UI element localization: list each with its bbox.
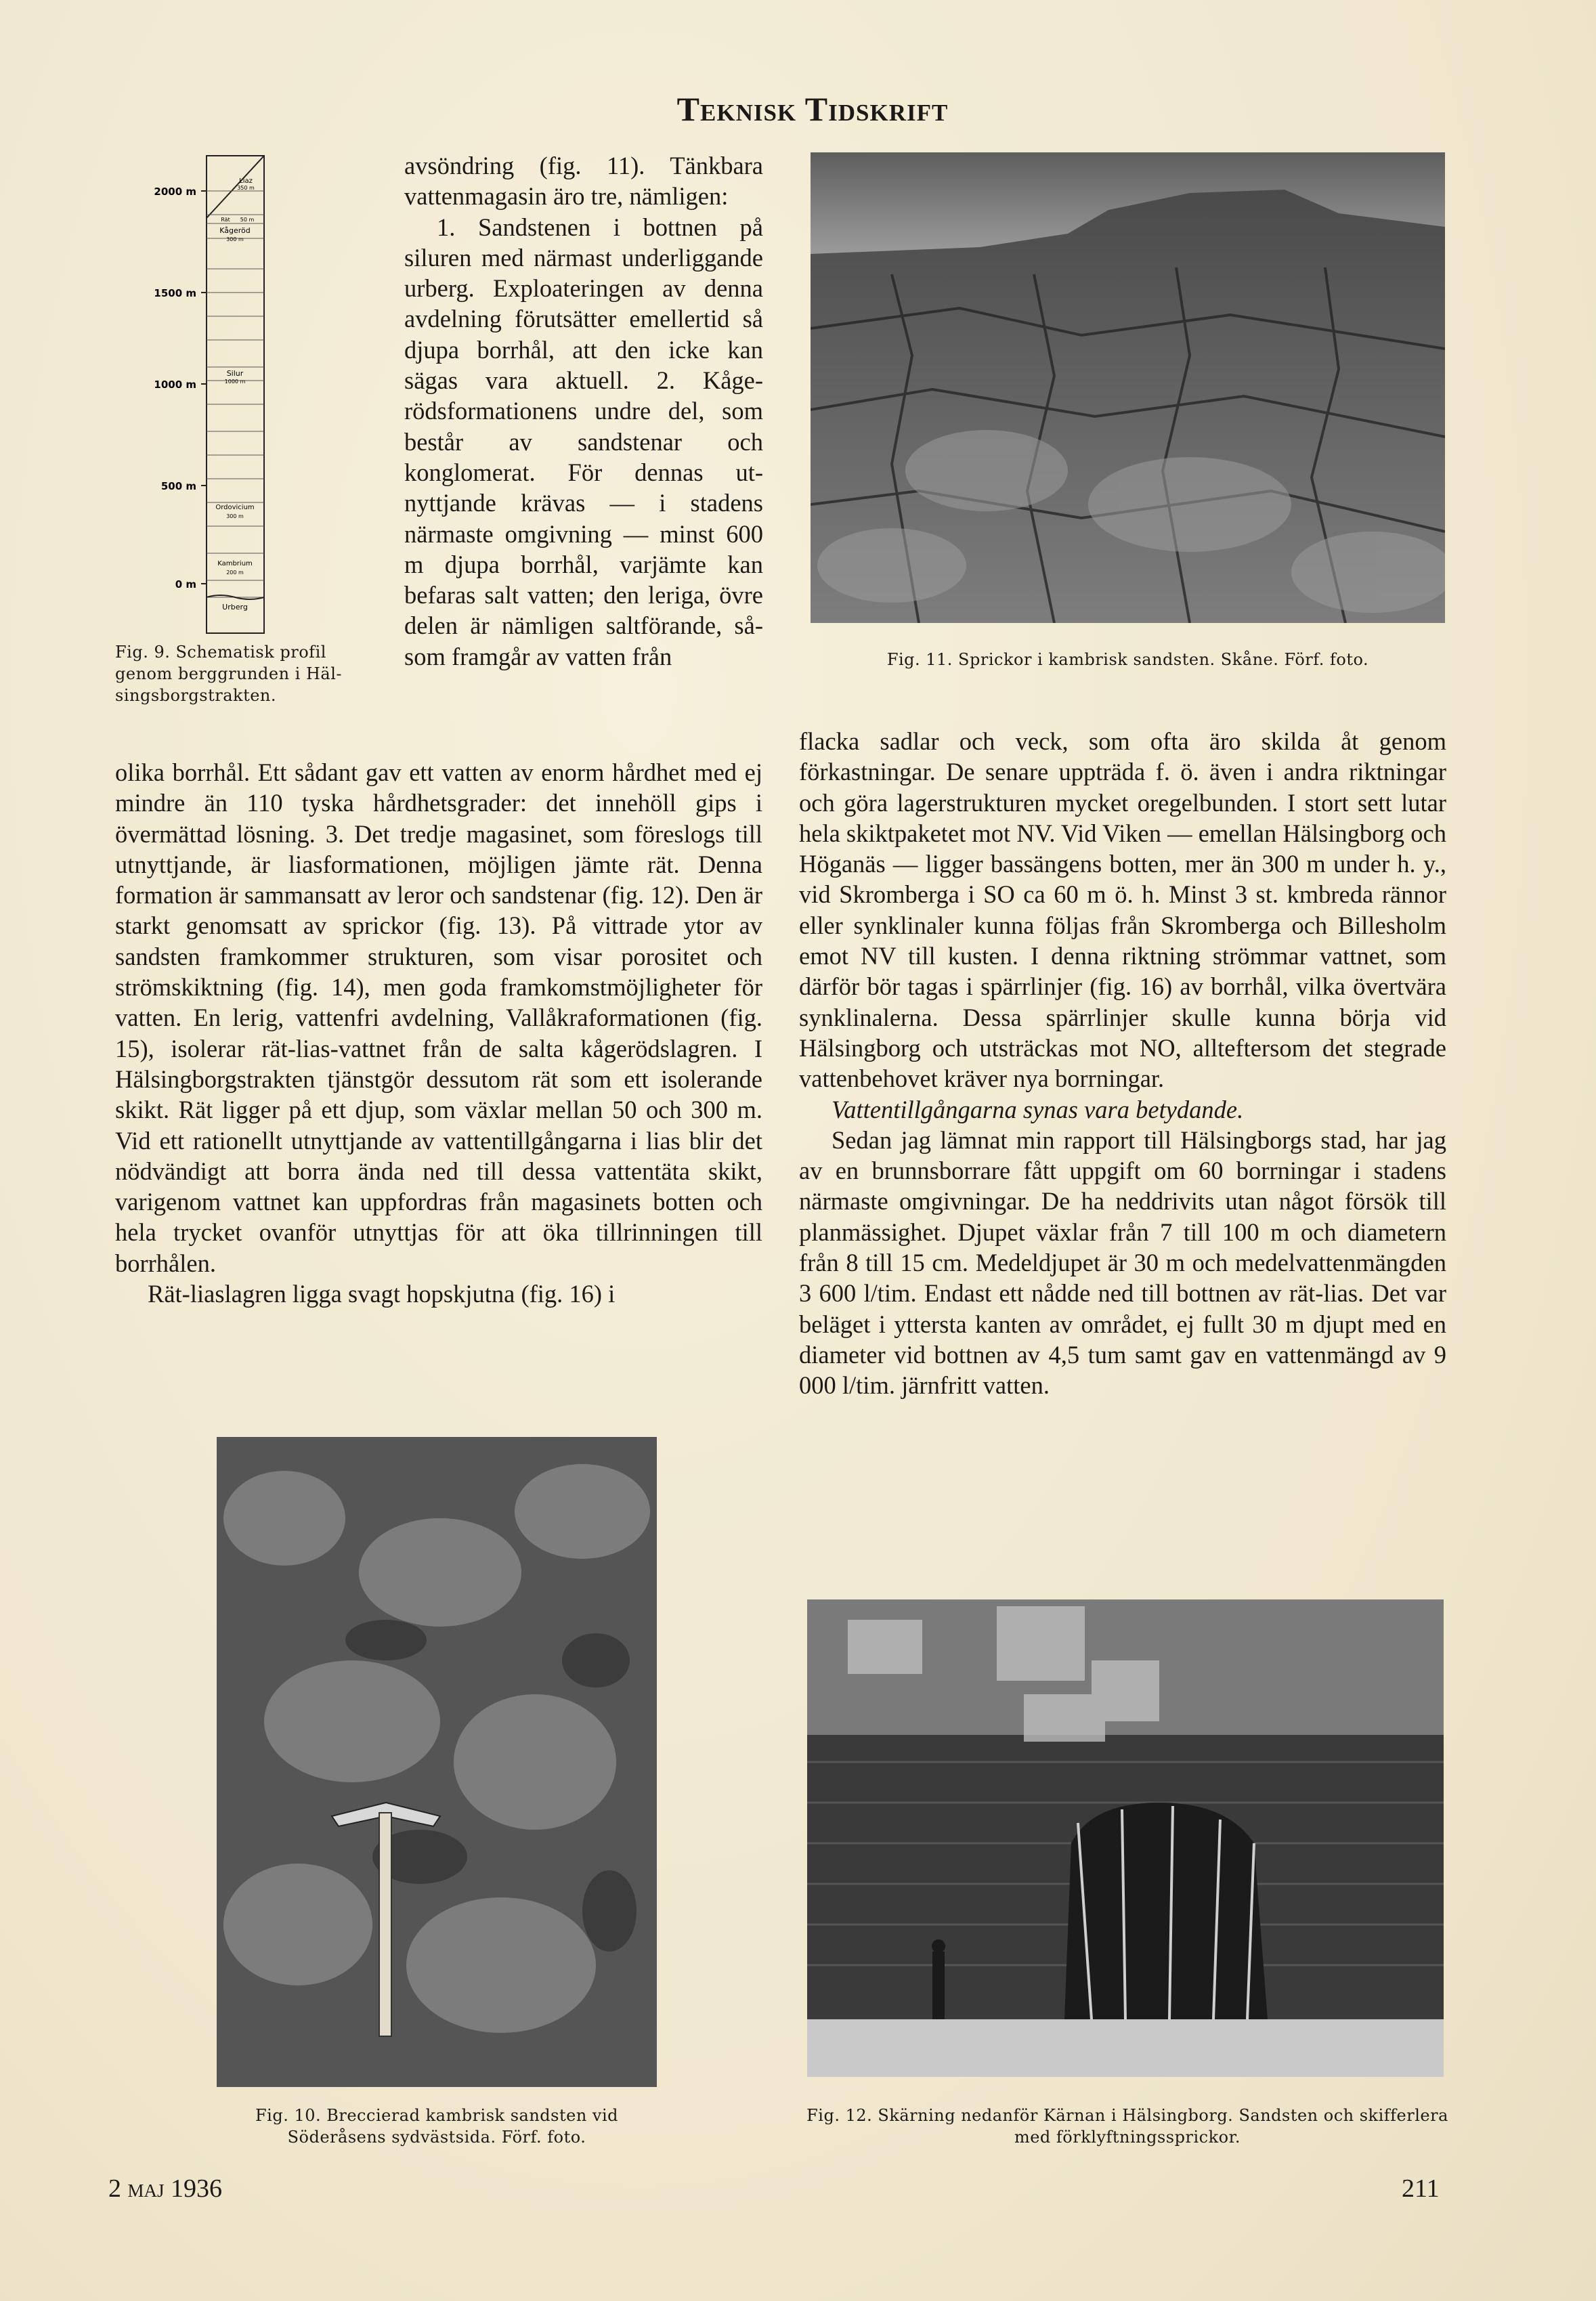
paragraph: Vattentillgångarna synas vara betydande.: [832, 1095, 1244, 1123]
column1-wide: [115, 757, 762, 1309]
footer-date: 2 maj 1936: [108, 2174, 223, 2203]
paragraph: olika borrhål. Ett sådant gav ett vatten av enorm hårdhet med ej mindre än 110 tyska hårdhetsgrader: det innehöll gips i övermättad lösning. 3. Det tredje magasinet, som föreslogs till utnyttjande, är liasformationen, möjligen jämte rät. Denna formation är sammansatt av leror och sandstenar (fig. 12). Den är starkt genomsatt av sprickor (fig. 13). På vittrade ytor av sandsten framkommer strukturen, som visar porositet och strömskiktning (fig. 14), men goda framkomstmöjligheter för vatten. En lerig, vattenfri avdelning, Vallåkraformationen (fig. 15), isolerar rät-lias-vattnet från de salta kågerödslagren. I Hälsingborgstrakten tjänstgör dessutom rät som ett isolerande skikt. Rät ligger på ett djup, som växlar mellan 50 och 300 m. Vid ett rationellt utnyttjande av vattentillgångarna i lias blir det nödvändigt att borra ända ned till dessa vattentäta skikt, varigenom vattnet kan uppfordras från magasinets botten och hela trycket ovanför utnyttjas för att öka tillrinningen till borrhålen.: [115, 758, 762, 1277]
stratum-rat: Rät: [221, 217, 230, 223]
journal-title: Teknisk Tidskrift: [676, 90, 949, 128]
strata-labels: [215, 177, 255, 611]
fig9-profile: [139, 150, 383, 638]
paragraph: Sedan jag lämnat min rapport till Hälsingborgs stad, har jag av en brunnsborrare fått uppgift om 60 borrningar i stadens närmaste omgivningar. De ha neddrivits utan något försök till planmässighet. Djupet växlar från 7 till 100 m och diametern från 8 till 15 cm. Medeldjupet är 30 m och medelvattenmängden 3 600 l/tim. Endast ett nådde ned till bottnen av rät-lias. Det var beläget i yttersta kanten av området, ej fullt 30 m djupt med en diameter vid bottnen av 4,5 tum samt gav en vattenmängd av 9 000 l/tim. järnfritt vatten.: [799, 1125, 1446, 1400]
stratum-liaz: Liaz: [239, 177, 253, 185]
stratum-silur: Silur: [226, 369, 244, 378]
fig11-photo: [811, 152, 1445, 623]
breccia-sandstone-image: [217, 1437, 657, 2087]
stratigraphic-column-diagram: [139, 150, 383, 638]
axis-label-1500: 1500 m: [154, 287, 196, 299]
stratum-liaz-thickness: 350 m: [237, 185, 255, 191]
paragraph: 1. Sandstenen i bottnen på siluren med närmast underliggande urberg. Exploateringen av denna avdelning förutsätter emellertid så djupa borrhål, att den icke kan sägas vara aktuell. 2. Kågerödsformationens undre del, som består av sandstenar och konglomerat. För dennas utnyttjande krävas — i stadens närmaste omgivning — minst 600 m djupa borrhål, varjämte kan befaras salt vatten; den leriga, övre delen är nämligen saltförande, såsom framgår av vatten från: [404, 213, 763, 670]
karnan-cutting-image: [807, 1599, 1444, 2077]
stratum-kagerod: Kågeröd: [219, 226, 251, 235]
fig12-photo: [807, 1599, 1444, 2077]
fig9-axis-labels: [154, 186, 196, 590]
axis-label-500: 500 m: [160, 480, 196, 492]
fig10-photo: [217, 1437, 657, 2087]
paragraph: avsöndring (fig. 11). Tänkbara vattenmagasin äro tre, nämligen:: [404, 152, 763, 211]
fig10-caption: Fig. 10. Breccierad kambrisk sandsten vid Söderåsens sydvästsida. Förf. foto.: [255, 2106, 618, 2147]
fig11-caption: Fig. 11. Sprickor i kambrisk sandsten. Skåne. Förf. foto.: [886, 650, 1369, 669]
stratum-kambrium: Kambrium: [217, 560, 253, 567]
stratum-kagerod-thickness: 300 m: [226, 236, 244, 242]
stratum-rat-thickness: 50 m: [240, 217, 255, 223]
paragraph: flacka sadlar och veck, som ofta äro skilda åt genom förkastningar. De senare uppträda f. ö. även i andra riktningar och göra lagerstrukturen mycket oregelbunden. I stort sett lutar hela skiktpaketet mot NV. Vid Viken — emellan Hälsingborg och Höganäs — ligger bassängens botten, mer än 300 m under h. y., vid Skromberga i SO ca 60 m ö. h. Minst 3 st. kmbreda rännor eller synklinaler kunna följas från Skromberga och Billesholm emot NV till kusten. I denna riktning strömmar vattnet, som därför bör tagas i spärrlinjer (fig. 16) av borrhål, vilka övertvära synklinalerna. Dessa spärrlinjer skulle kunna börja vid Hälsingborg och utsträckas mot NO, allteftersom det stegrade vattenbehovet kräver nya borrningar.: [799, 727, 1446, 1093]
stratum-urberg: Urberg: [222, 603, 248, 611]
footer-page-number: 211: [1402, 2174, 1440, 2203]
axis-label-0: 0 m: [175, 578, 196, 590]
axis-label-2000: 2000 m: [154, 186, 196, 198]
axis-label-1000: 1000 m: [154, 379, 196, 391]
paragraph: Rät-liaslagren ligga svagt hopskjutna (fig. 16) i: [148, 1280, 616, 1308]
stratum-kambrium-thickness: 200 m: [226, 569, 244, 576]
stratum-ordovicium: Ordovicium: [215, 504, 255, 511]
column2: [799, 726, 1446, 1401]
fig12-caption: Fig. 12. Skärning nedanför Kärnan i Hälsingborg. Sandsten och skifferlera med förklyftningssprickor.: [806, 2106, 1448, 2147]
column1-narrow: [404, 150, 763, 672]
fig9-caption: Fig. 9. Schematisk profil genom berggrunden i Hälsingsborgstrakten.: [115, 643, 342, 705]
stratum-ordovicium-thickness: 300 m: [226, 513, 244, 519]
cracked-sandstone-image: [811, 152, 1445, 623]
stratum-silur-thickness: 1000 m: [224, 379, 246, 385]
